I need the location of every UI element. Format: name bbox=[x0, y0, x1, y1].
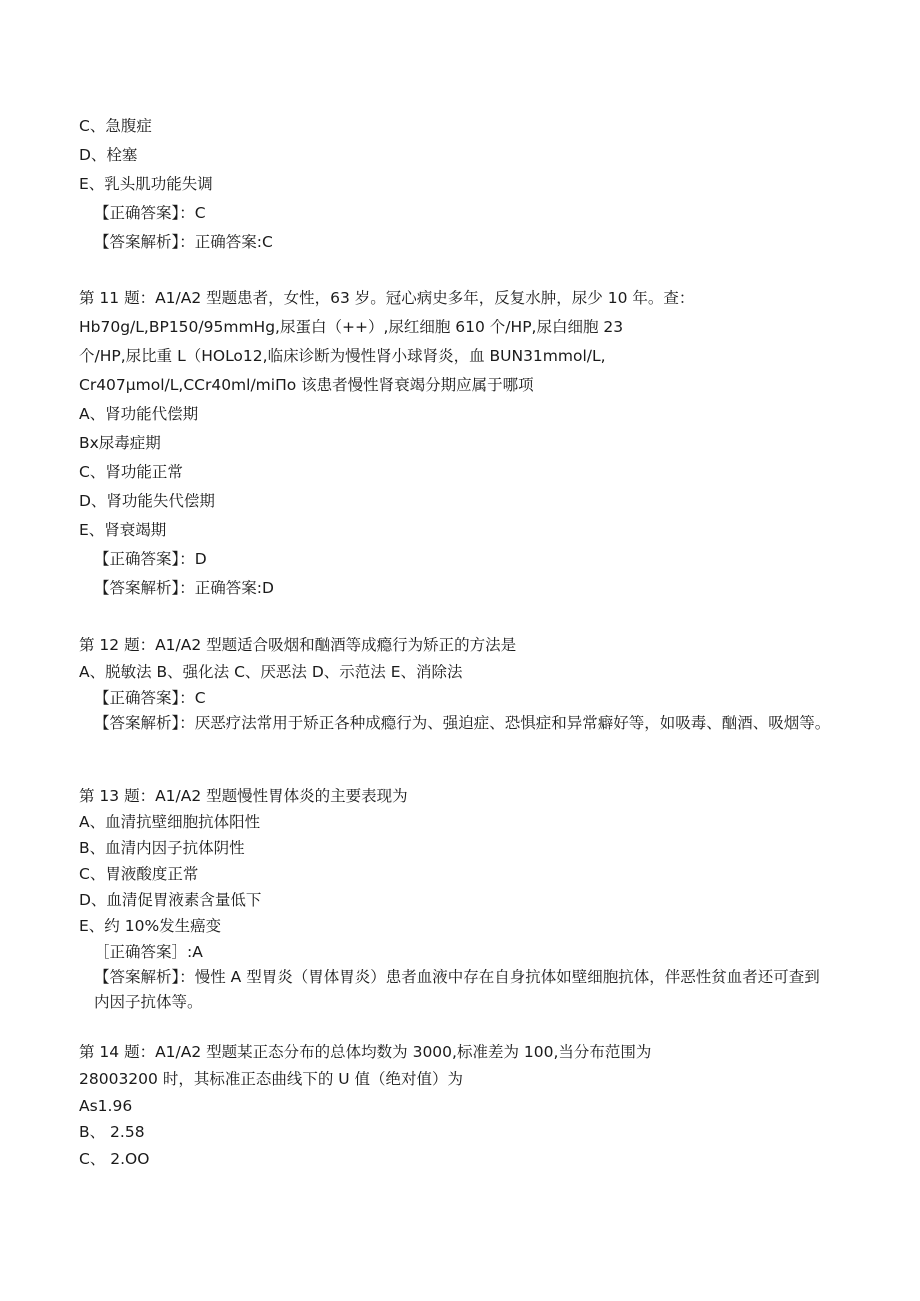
q14-stem-line-2: 28003200 时，其标准正态曲线下的 U 值（绝对值）为 bbox=[79, 1070, 464, 1088]
q12-answer: 【正确答案】：C bbox=[94, 689, 206, 707]
q11-analysis: 【答案解析】：正确答案:D bbox=[94, 579, 274, 597]
q11-stem-line-4: Cr407μmol∕L,CCr40ml∕miΠo 该患者慢性肾衰竭分期应属于哪项 bbox=[79, 376, 534, 394]
q13-option-c: C、胃液酸度正常 bbox=[79, 865, 199, 883]
q11-answer: 【正确答案】：D bbox=[94, 550, 207, 568]
q13-stem: 第 13 题：A1/A2 型题慢性胃体炎的主要表现为 bbox=[79, 787, 408, 805]
q13-option-e: E、约 10%发生癌变 bbox=[79, 917, 222, 935]
q12-analysis: 【答案解析】：厌恶疗法常用于矫正各种成瘾行为、强迫症、恐惧症和异常癖好等，如吸毒、酗酒、吸烟等。 bbox=[94, 714, 831, 732]
q13-option-d: D、血清促胃液素含量低下 bbox=[79, 891, 262, 909]
q12-options: A、脱敏法 B、强化法 C、厌恶法 D、示范法 E、消除法 bbox=[79, 663, 463, 681]
q14-stem-line-1: 第 14 题：A1/A2 型题某正态分布的总体均数为 3000,标准差为 100,当分布范围为 bbox=[79, 1043, 652, 1061]
q13-option-b: B、血清内因子抗体阴性 bbox=[79, 839, 245, 857]
q10-option-c: C、急腹症 bbox=[79, 117, 152, 135]
q10-answer: 【正确答案】：C bbox=[94, 204, 206, 222]
q11-option-c: C、肾功能正常 bbox=[79, 463, 183, 481]
q11-stem-line-2: Hb70g∕L,BP150∕95mmHg,尿蛋白（++）,尿红细胞 610 个/HP,尿白细胞 23 bbox=[79, 318, 624, 336]
q10-analysis: 【答案解析】：正确答案:C bbox=[94, 233, 273, 251]
q11-option-e: E、肾衰竭期 bbox=[79, 521, 167, 539]
q10-option-d: D、栓塞 bbox=[79, 146, 138, 164]
q14-option-b: B、 2.58 bbox=[79, 1123, 145, 1141]
q11-stem-line-3: 个/HP,尿比重 L（HOLo12,临床诊断为慢性肾小球肾炎，血 BUN31mmol∕L, bbox=[79, 347, 606, 365]
q11-option-b: Bx尿毒症期 bbox=[79, 434, 161, 452]
q12-stem: 第 12 题：A1/A2 型题适合吸烟和酗酒等成瘾行为矫正的方法是 bbox=[79, 636, 517, 654]
q11-stem-line-1: 第 11 题：A1/A2 型题患者，女性，63 岁。冠心病史多年，反复水肿，尿少 10 年。查： bbox=[79, 289, 695, 307]
q10-option-e: E、乳头肌功能失调 bbox=[79, 175, 213, 193]
q13-option-a: A、血清抗壁细胞抗体阳性 bbox=[79, 813, 261, 831]
q13-answer: ［正确答案］:A bbox=[94, 943, 203, 961]
q14-option-c: C、 2.OO bbox=[79, 1150, 150, 1168]
q14-option-a: As1.96 bbox=[79, 1097, 133, 1115]
q11-option-a: A、肾功能代偿期 bbox=[79, 405, 199, 423]
q13-analysis: 【答案解析】：慢性 A 型胃炎（胃体胃炎）患者血液中存在自身抗体如壁细胞抗体，伴恶性贫血者还可查到内因子抗体等。 bbox=[94, 968, 820, 1011]
q11-option-d: D、肾功能失代偿期 bbox=[79, 492, 215, 510]
